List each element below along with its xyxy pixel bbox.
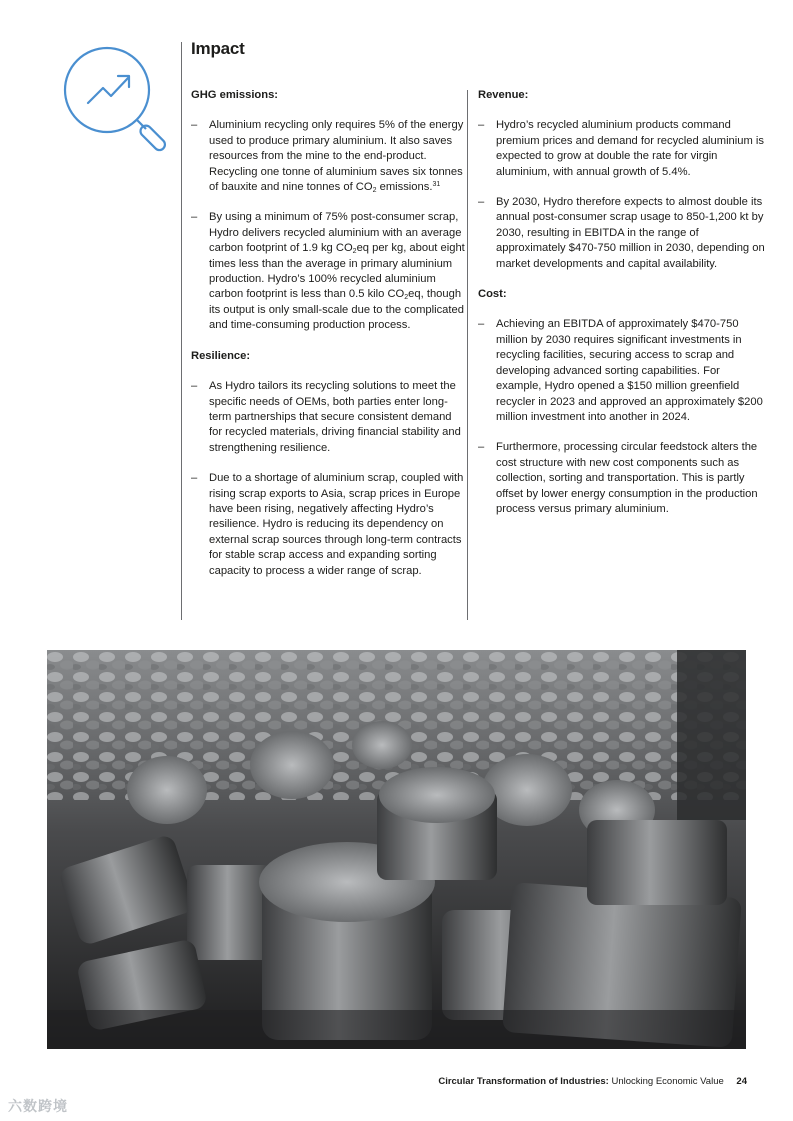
list-item — [191, 471, 466, 579]
revenue-section — [478, 88, 768, 272]
revenue-heading: Revenue: — [478, 89, 529, 101]
footer-report-title: Circular Transformation of Industries: — [438, 1076, 609, 1087]
revenue-item-2: By 2030, Hydro therefore expects to almost double its annual post-consumer scrap usage to 850-1,200 kt by 2030, resulting in EBITDA in the range of approximately $470-750 million in 2030, depending on market developments and capital availability. — [496, 196, 765, 270]
revenue-item-1: Hydro’s recycled aluminium products command premium prices and demand for recycled aluminium is expected to grow at double the rate for virgin aluminium, with annual growth of 5.4%. — [496, 119, 764, 178]
resilience-item-2: Due to a shortage of aluminium scrap, coupled with rising scrap exports to Asia, scrap prices in Europe have been rising, negatively affecting Hydro’s resilience. Hydro is reducing its dependency on external scrap sources through long-term contracts for stable scrap access and expanding sorting capacity to process a wider range of scrap. — [209, 472, 464, 577]
right-column — [478, 88, 768, 532]
footnote-ref: 31 — [432, 181, 441, 189]
cost-item-2: Furthermore, processing circular feedstock alters the cost structure with new cost components such as collection, sorting and transportation. This is partly offset by lower energy consumption in the production process versus primary aluminium. — [496, 441, 758, 515]
watermark: 六数跨境 — [8, 1098, 68, 1114]
aluminium-scrap-photo — [47, 650, 746, 1049]
bullet-dash: – — [478, 196, 485, 209]
bullet-dash: – — [478, 119, 485, 132]
resilience-item-1: As Hydro tailors its recycling solutions to meet the specific needs of OEMs, both parties enter long-term partnerships that secure consistent demand for recycled materials, driving financial stability and strengthening resilience. — [209, 380, 461, 454]
page-footer — [438, 1076, 747, 1087]
list-item — [191, 379, 466, 456]
list-item — [478, 195, 768, 272]
list-item — [478, 440, 768, 517]
ghg-section — [191, 88, 466, 334]
page-number: 24 — [736, 1076, 747, 1087]
list-item — [478, 118, 768, 180]
bullet-dash: – — [478, 441, 485, 454]
cost-heading: Cost: — [478, 288, 507, 301]
bullet-dash: – — [191, 380, 198, 393]
column-divider-middle — [467, 90, 468, 620]
page-title: Impact — [191, 39, 245, 58]
bullet-dash: – — [191, 119, 198, 132]
bullet-dash: – — [191, 211, 198, 224]
left-column — [191, 88, 466, 594]
list-item — [191, 210, 466, 333]
resilience-heading: Resilience: — [191, 349, 251, 362]
bullet-dash: – — [191, 472, 198, 485]
ghg-item-1: Aluminium recycling only requires 5% of the energy used to produce primary aluminium. It also saves resources from the mine to the end-product. Recycling one tonne of aluminium saves six tonnes of bauxite and nine tonnes of $CO_2$ emissions.$^{31}$ — [209, 119, 464, 195]
list-item — [478, 317, 768, 425]
column-divider-left — [181, 42, 182, 620]
cost-section — [478, 287, 768, 517]
cost-item-1: Achieving an EBITDA of approximately $470-750 million by 2030 requires significant investments in recycling facilities, securing access to scrap and developing advanced sorting capabilities. For example, Hydro opened a $150 million greenfield recycler in 2023 and approved an approximately $200 million investment into another in 2024. — [496, 318, 763, 423]
ghg-item-2: By using a minimum of 75% post-consumer scrap, Hydro delivers recycled aluminium with an average carbon footprint of 1.9 kg $CO_2eq$ per kg, about eight times less than the average in primary aluminium production. Hydro’s 100% recycled aluminium carbon footprint is less than 0.5 kilo $CO_2eq$, though its output is only small-scale due to the complicated and time-consuming production process. — [209, 211, 465, 332]
resilience-section — [191, 349, 466, 579]
bullet-dash: – — [478, 318, 485, 331]
ghg-heading: GHG emissions: — [191, 89, 279, 101]
footer-subtitle: Unlocking Economic Value — [611, 1076, 724, 1087]
magnifier-trend-icon — [60, 40, 175, 155]
list-item — [191, 118, 466, 195]
